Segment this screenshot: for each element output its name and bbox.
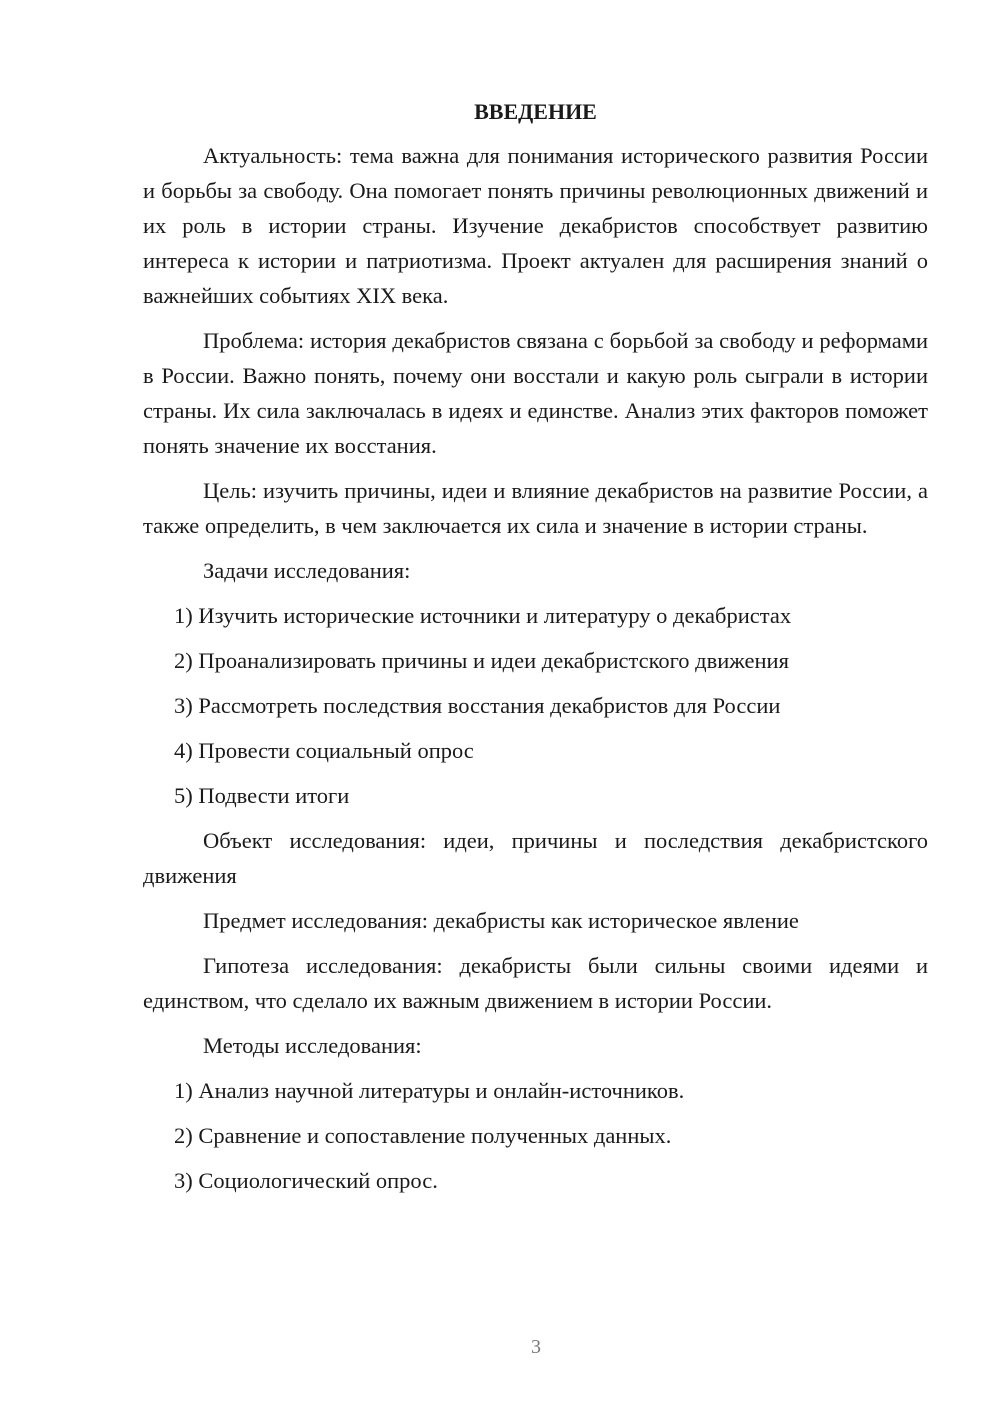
hypothesis-paragraph: Гипотеза исследования: декабристы были сильны своими идеями и единством, что сделало их важным движением в истории России. (143, 953, 928, 1013)
task-item: 4) Провести социальный опрос (174, 738, 474, 763)
relevance-paragraph: Актуальность: тема важна для понимания исторического развития России и борьбы за свободу. Она помогает понять причины революционных движений и их роль в истории страны. Изучение декабристов способствует развитию интереса к истории и патриотизма. Проект актуален для расширения знаний о важнейших событиях XIX века. (143, 143, 928, 308)
page-content (143, 96, 928, 1208)
tasks-heading: Задачи исследования: (203, 558, 411, 583)
methods-list (143, 1073, 928, 1198)
page-number: 3 (531, 1336, 541, 1358)
section-title: ВВЕДЕНИЕ (474, 99, 597, 124)
method-item: 2) Сравнение и сопоставление полученных данных. (174, 1123, 672, 1148)
method-item: 1) Анализ научной литературы и онлайн-источников. (174, 1078, 685, 1103)
task-item: 5) Подвести итоги (174, 783, 350, 808)
task-item: 3) Рассмотреть последствия восстания декабристов для России (174, 693, 781, 718)
tasks-list (143, 598, 928, 813)
task-item: 2) Проанализировать причины и идеи декабристского движения (174, 648, 789, 673)
task-item: 1) Изучить исторические источники и литературу о декабристах (174, 603, 792, 628)
goal-paragraph: Цель: изучить причины, идеи и влияние декабристов на развитие России, а также определить, в чем заключается их сила и значение в истории страны. (143, 478, 928, 538)
problem-paragraph: Проблема: история декабристов связана с борьбой за свободу и реформами в России. Важно понять, почему они восстали и какую роль сыграли в истории страны. Их сила заключалась в идеях и единстве. Анализ этих факторов поможет понять значение их восстания. (143, 328, 928, 458)
object-paragraph: Объект исследования: идеи, причины и последствия декабристского движения (143, 828, 928, 888)
methods-heading: Методы исследования: (203, 1033, 422, 1058)
subject-paragraph: Предмет исследования: декабристы как историческое явление (203, 908, 799, 933)
method-item: 3) Социологический опрос. (174, 1168, 438, 1193)
